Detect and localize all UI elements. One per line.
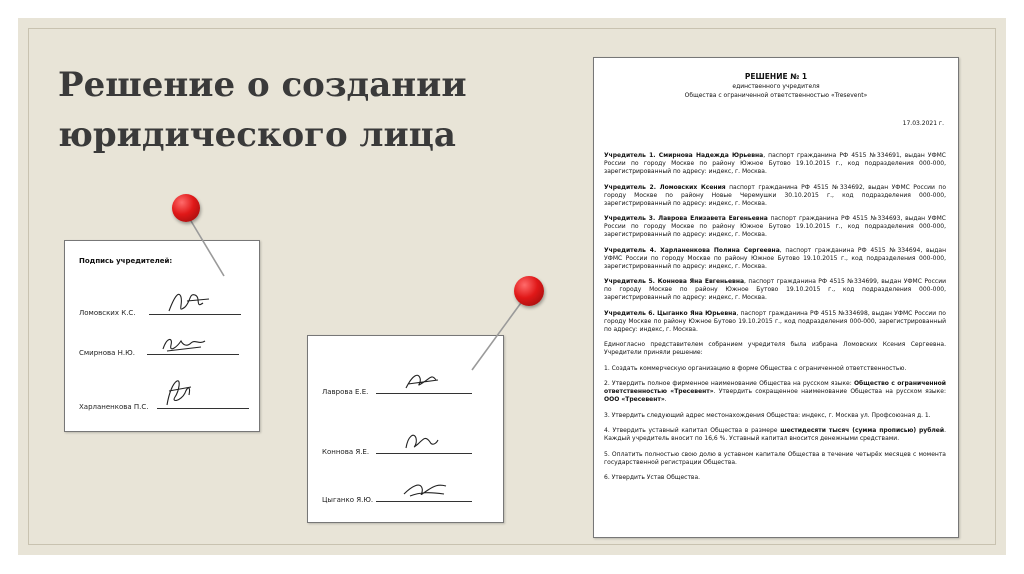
founder-paragraph [604,310,946,334]
document-date: 17.03.2021 г. [902,120,944,127]
decision-item-1: 1. Создать коммерческую организацию в форме Общества с ограниченной ответственностью. [604,364,907,372]
founder-details: , паспорт гражданина РФ 4515 №334694, выдан УФМС России по городу Москве по району Южное Бутово 19.10.2015 г., код подразделения 000-000, зарегистрированный по адресу: индекс, г. Москва. [604,246,946,270]
signature-row [79,381,249,415]
item-4-text-c: . Каждый учредитель вносит по 16,6 %. Уставный капитал вносится денежными средствами. [604,427,946,442]
founder-details: , паспорт гражданина РФ 4515 №334698, выдан УФМС России по городу Москве по району Южное Бутово 19.10.2015 г., код подразделения 000-000, зарегистрированный по адресу: индекс, г. Москва. [604,309,946,333]
signer-name: Цыганко Я.Ю. [322,496,374,504]
founder-label: Учредитель 3. Лаврова Елизавета Евгеньевна [604,215,768,222]
push-pin-icon [170,194,230,284]
founder-label: Учредитель 2. Ломовских Ксения [604,183,726,191]
item-2-text-a: 2. Утвердить полное фирменное наименование Общества на русском языке: [604,380,854,387]
founder-details: , паспорт гражданина РФ 4515 №334699, выдан УФМС России по городу Москве по району Южное Бутово 19.10.2015 г., код подразделения 000-000, зарегистрированный по адресу: индекс, г. Москва. [604,278,947,301]
slide-title-line-1: Решение о создании [58,65,467,105]
founder-paragraph [604,247,946,271]
founder-label: Учредитель 4. Харланенкова Полина Сергеевна [604,246,780,254]
founder-details: , паспорт гражданина РФ 4515 №334691, выдан УФМС России по городу Москве по району Южное Бутово 19.10.2015 г., код подразделения 000-000, зарегистрированный по адресу: индекс, г. Москва. [604,152,946,175]
signature-row [79,327,249,361]
signer-name: Лаврова Е.Е. [322,388,369,396]
slide [18,18,1006,555]
decision-intro: Единогласно представителем собранием учредителя была избрана Ломовских Ксения Сергеевна. Учредители приняли решение: [604,341,946,356]
decision-document [593,57,959,538]
slide-title-line-2: юридического лица [58,115,456,155]
decision-item-2 [604,380,946,404]
founder-details: паспорт гражданина РФ 4515 №334692, выдан УФМС России по городу Москве по району Новые Черемушки 30.10.2015 г., код подразделения 000-000, зарегистрированный по адресу: индекс, г. Москва. [604,183,947,207]
document-company: Общества с ограниченной ответственностью «Tresevent» [684,92,868,99]
founder-label: Учредитель 1. Смирнова Надежда Юрьевна [604,152,764,159]
signature-row [322,366,492,400]
signer-name: Ломовских К.С. [79,309,136,317]
founder-label: Учредитель 6. Цыганко Яна Юрьевна [604,309,737,317]
signer-name: Харланенкова П.С. [79,403,149,411]
founder-details: паспорт гражданина РФ 4515 №334693, выдан УФМС России по городу Москве по району Южное Бутово 19.10.2015 г., код подразделения 000-000, зарегистрированный по адресу: индекс, г. Москва. [604,215,946,238]
pin-head [514,276,544,306]
decision-item-5: 5. Оплатить полностью свою долю в уставном капитале Общества в течение четырёх месяцев с момента государственной регистрации Общества. [604,450,946,466]
signature-row [79,287,249,321]
item-4-text-a: 4. Утвердить уставный капитал Общества в размере [604,427,781,434]
founder-paragraph [604,152,946,176]
founders-signatures-card-1 [64,240,260,432]
signature-row [322,426,492,460]
founder-paragraph [604,278,946,302]
push-pin-icon [470,274,540,374]
handwritten-signature [402,366,442,396]
signer-name: Смирнова Н.Ю. [79,349,135,357]
item-2-short-name: ООО «Тресевент» [604,396,665,403]
signatures-heading: Подпись учредителей: [79,257,173,265]
document-subtitle: единственного учредителя [732,83,820,90]
decision-item-4 [604,427,946,443]
item-2-text-c: . Утвердить сокращенное наименование Общества на русском языке: [713,388,946,395]
signature-row [322,474,492,508]
founder-label: Учредитель 5. Коннова Яна Евгеньевна [604,278,745,285]
handwritten-signature [400,474,450,504]
decision-item-6: 6. Утвердить Устав Общества. [604,474,701,481]
pin-head [172,194,200,222]
handwritten-signature [165,287,215,317]
handwritten-signature [159,331,209,357]
slide-title [58,60,538,160]
handwritten-signature [400,426,440,456]
document-header [594,72,958,100]
item-2-text-e: . [664,396,667,403]
founder-paragraph [604,215,946,239]
founder-paragraph [604,184,946,208]
document-body [604,152,946,490]
item-4-capital-amount: шестидесяти тысяч (сумма прописью) рублей [780,427,945,434]
decision-item-3: 3. Утвердить следующий адрес местонахождения Общества: индекс, г. Москва ул. Профсоюзная д. 1. [604,411,931,419]
signer-name: Коннова Я.Е. [322,448,370,456]
handwritten-signature [159,375,199,411]
document-title: РЕШЕНИЕ № 1 [744,72,808,81]
item-2-full-name: Общество с ограниченной ответственностью «Тресевент» [604,380,946,395]
